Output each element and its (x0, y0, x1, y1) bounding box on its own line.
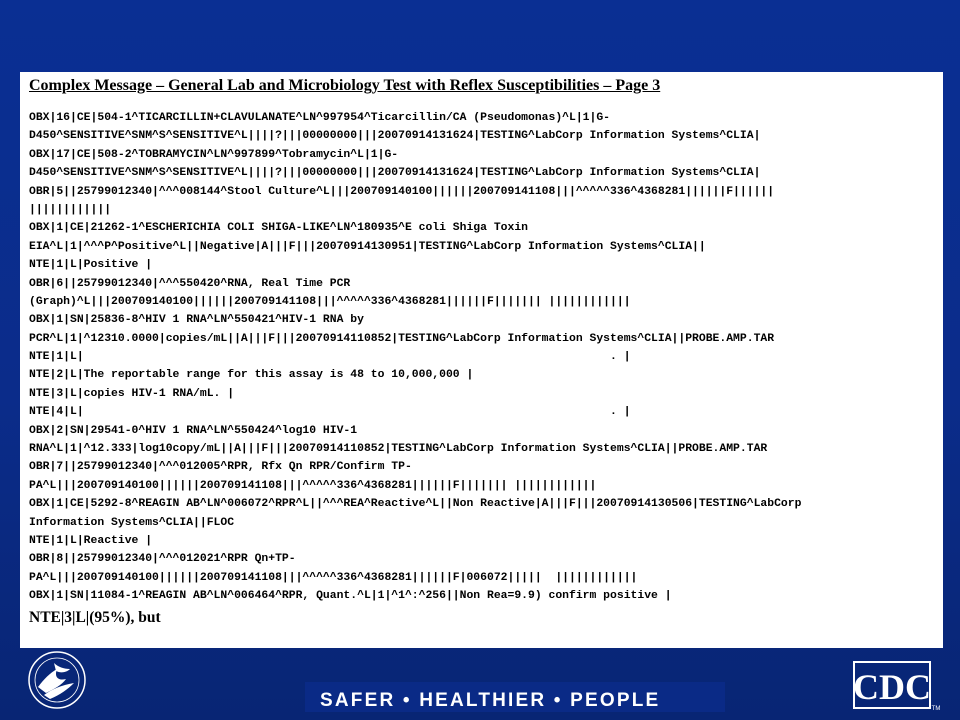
tagline-text: SAFER • HEALTHIER • PEOPLE (320, 690, 661, 711)
hl7-segment-line: PA^L|||200709140100||||||200709141108|||^^^^^336^4368281||||||F||||||| |||||||||||| (29, 479, 597, 492)
hl7-segment-line: OBR|6||25799012340|^^^550420^RNA, Real Time PCR (29, 277, 351, 290)
hl7-segment-line: OBX|1|SN|11084-1^REAGIN AB^LN^006464^RPR, Quant.^L|1|^1^:^256||Non Rea=9.9) confirm positive | (29, 590, 672, 603)
hl7-segment-line: NTE|3|L|copies HIV-1 RNA/mL. | (29, 387, 235, 400)
hl7-segment-line: |||||||||||| (29, 203, 112, 216)
hl7-segment-line: OBX|2|SN|29541-0^HIV 1 RNA^LN^550424^log10 HIV-1 (29, 424, 358, 437)
hl7-segment-line: OBX|1|CE|21262-1^ESCHERICHIA COLI SHIGA-LIKE^LN^180935^E coli Shiga Toxin (29, 222, 528, 235)
hl7-segment-line: OBX|1|CE|5292-8^REAGIN AB^LN^006072^RPR^L||^^^REA^Reactive^L||Non Reactive|A|||F|||20070914130506|TESTING^LabCorp (29, 498, 802, 511)
hl7-segment-line: OBX|1|SN|25836-8^HIV 1 RNA^LN^550421^HIV-1 RNA by (29, 314, 364, 327)
hl7-segment-line: PCR^L|1|^12310.0000|copies/mL||A|||F|||20070914110852|TESTING^LabCorp Information Systems^CLIA||PROBE.AMP.TAR (29, 332, 775, 345)
hl7-segment-line: OBR|5||25799012340|^^^008144^Stool Culture^L|||200709140100||||||200709141108|||^^^^^336^4368281||||||F|||||| (29, 185, 775, 198)
cdc-logo-icon (852, 660, 940, 712)
hl7-segment-line: NTE|2|L|The reportable range for this assay is 48 to 10,000,000 | (29, 369, 474, 382)
slide-content-panel (20, 72, 943, 648)
hl7-segment-line: OBX|17|CE|508-2^TOBRAMYCIN^LN^997899^Tobramycin^L|1|G- (29, 148, 399, 161)
hl7-segment-line: NTE|1|L|Reactive | (29, 534, 153, 547)
hl7-segment-line: D450^SENSITIVE^SNM^S^SENSITIVE^L||||?|||00000000|||20070914131624|TESTING^LabCorp Information Systems^CLIA| (29, 167, 761, 180)
hl7-segment-line: OBR|8||25799012340|^^^012021^RPR Qn+TP- (29, 553, 296, 566)
hl7-final-line: NTE|3|L|(95%), but (29, 608, 161, 626)
hl7-segment-line: OBR|7||25799012340|^^^012005^RPR, Rfx Qn RPR/Confirm TP- (29, 461, 412, 474)
cdc-tm-mark: TM (931, 706, 940, 712)
hl7-segment-line: EIA^L|1|^^^P^Positive^L||Negative|A|||F|||20070914130951|TESTING^LabCorp Information Systems^CLIA|| (29, 240, 706, 253)
hhs-eagle-seal-icon (24, 649, 94, 711)
hl7-segment-line: D450^SENSITIVE^SNM^S^SENSITIVE^L||||?|||00000000|||20070914131624|TESTING^LabCorp Information Systems^CLIA| (29, 130, 761, 143)
hl7-segment-line: Information Systems^CLIA||FLOC (29, 516, 235, 529)
hl7-segment-line: PA^L|||200709140100||||||200709141108|||^^^^^336^4368281||||||F|006072||||| |||||||||||| (29, 571, 638, 584)
hl7-segment-line: NTE|1|L|Positive | (29, 259, 153, 272)
hl7-message-block (29, 109, 935, 606)
hl7-segment-line: (Graph)^L|||200709140100||||||200709141108|||^^^^^336^4368281||||||F||||||| |||||||||||| (29, 295, 631, 308)
slide-title: Complex Message – General Lab and Microbiology Test with Reflex Susceptibilities – Page 3 (29, 77, 661, 94)
cdc-logo-text: CDC (853, 667, 931, 707)
hl7-segment-line: NTE|4|L| . | (29, 406, 631, 419)
hl7-segment-line: OBX|16|CE|504-1^TICARCILLIN+CLAVULANATE^LN^997954^Ticarcillin/CA (Pseudomonas)^L|1|G- (29, 112, 611, 124)
hl7-segment-line: NTE|1|L| . | (29, 351, 631, 364)
hl7-segment-line: RNA^L|1|^12.333|log10copy/mL||A|||F|||20070914110852|TESTING^LabCorp Information Systems^CLIA||PROBE.AMP.TAR (29, 443, 768, 456)
